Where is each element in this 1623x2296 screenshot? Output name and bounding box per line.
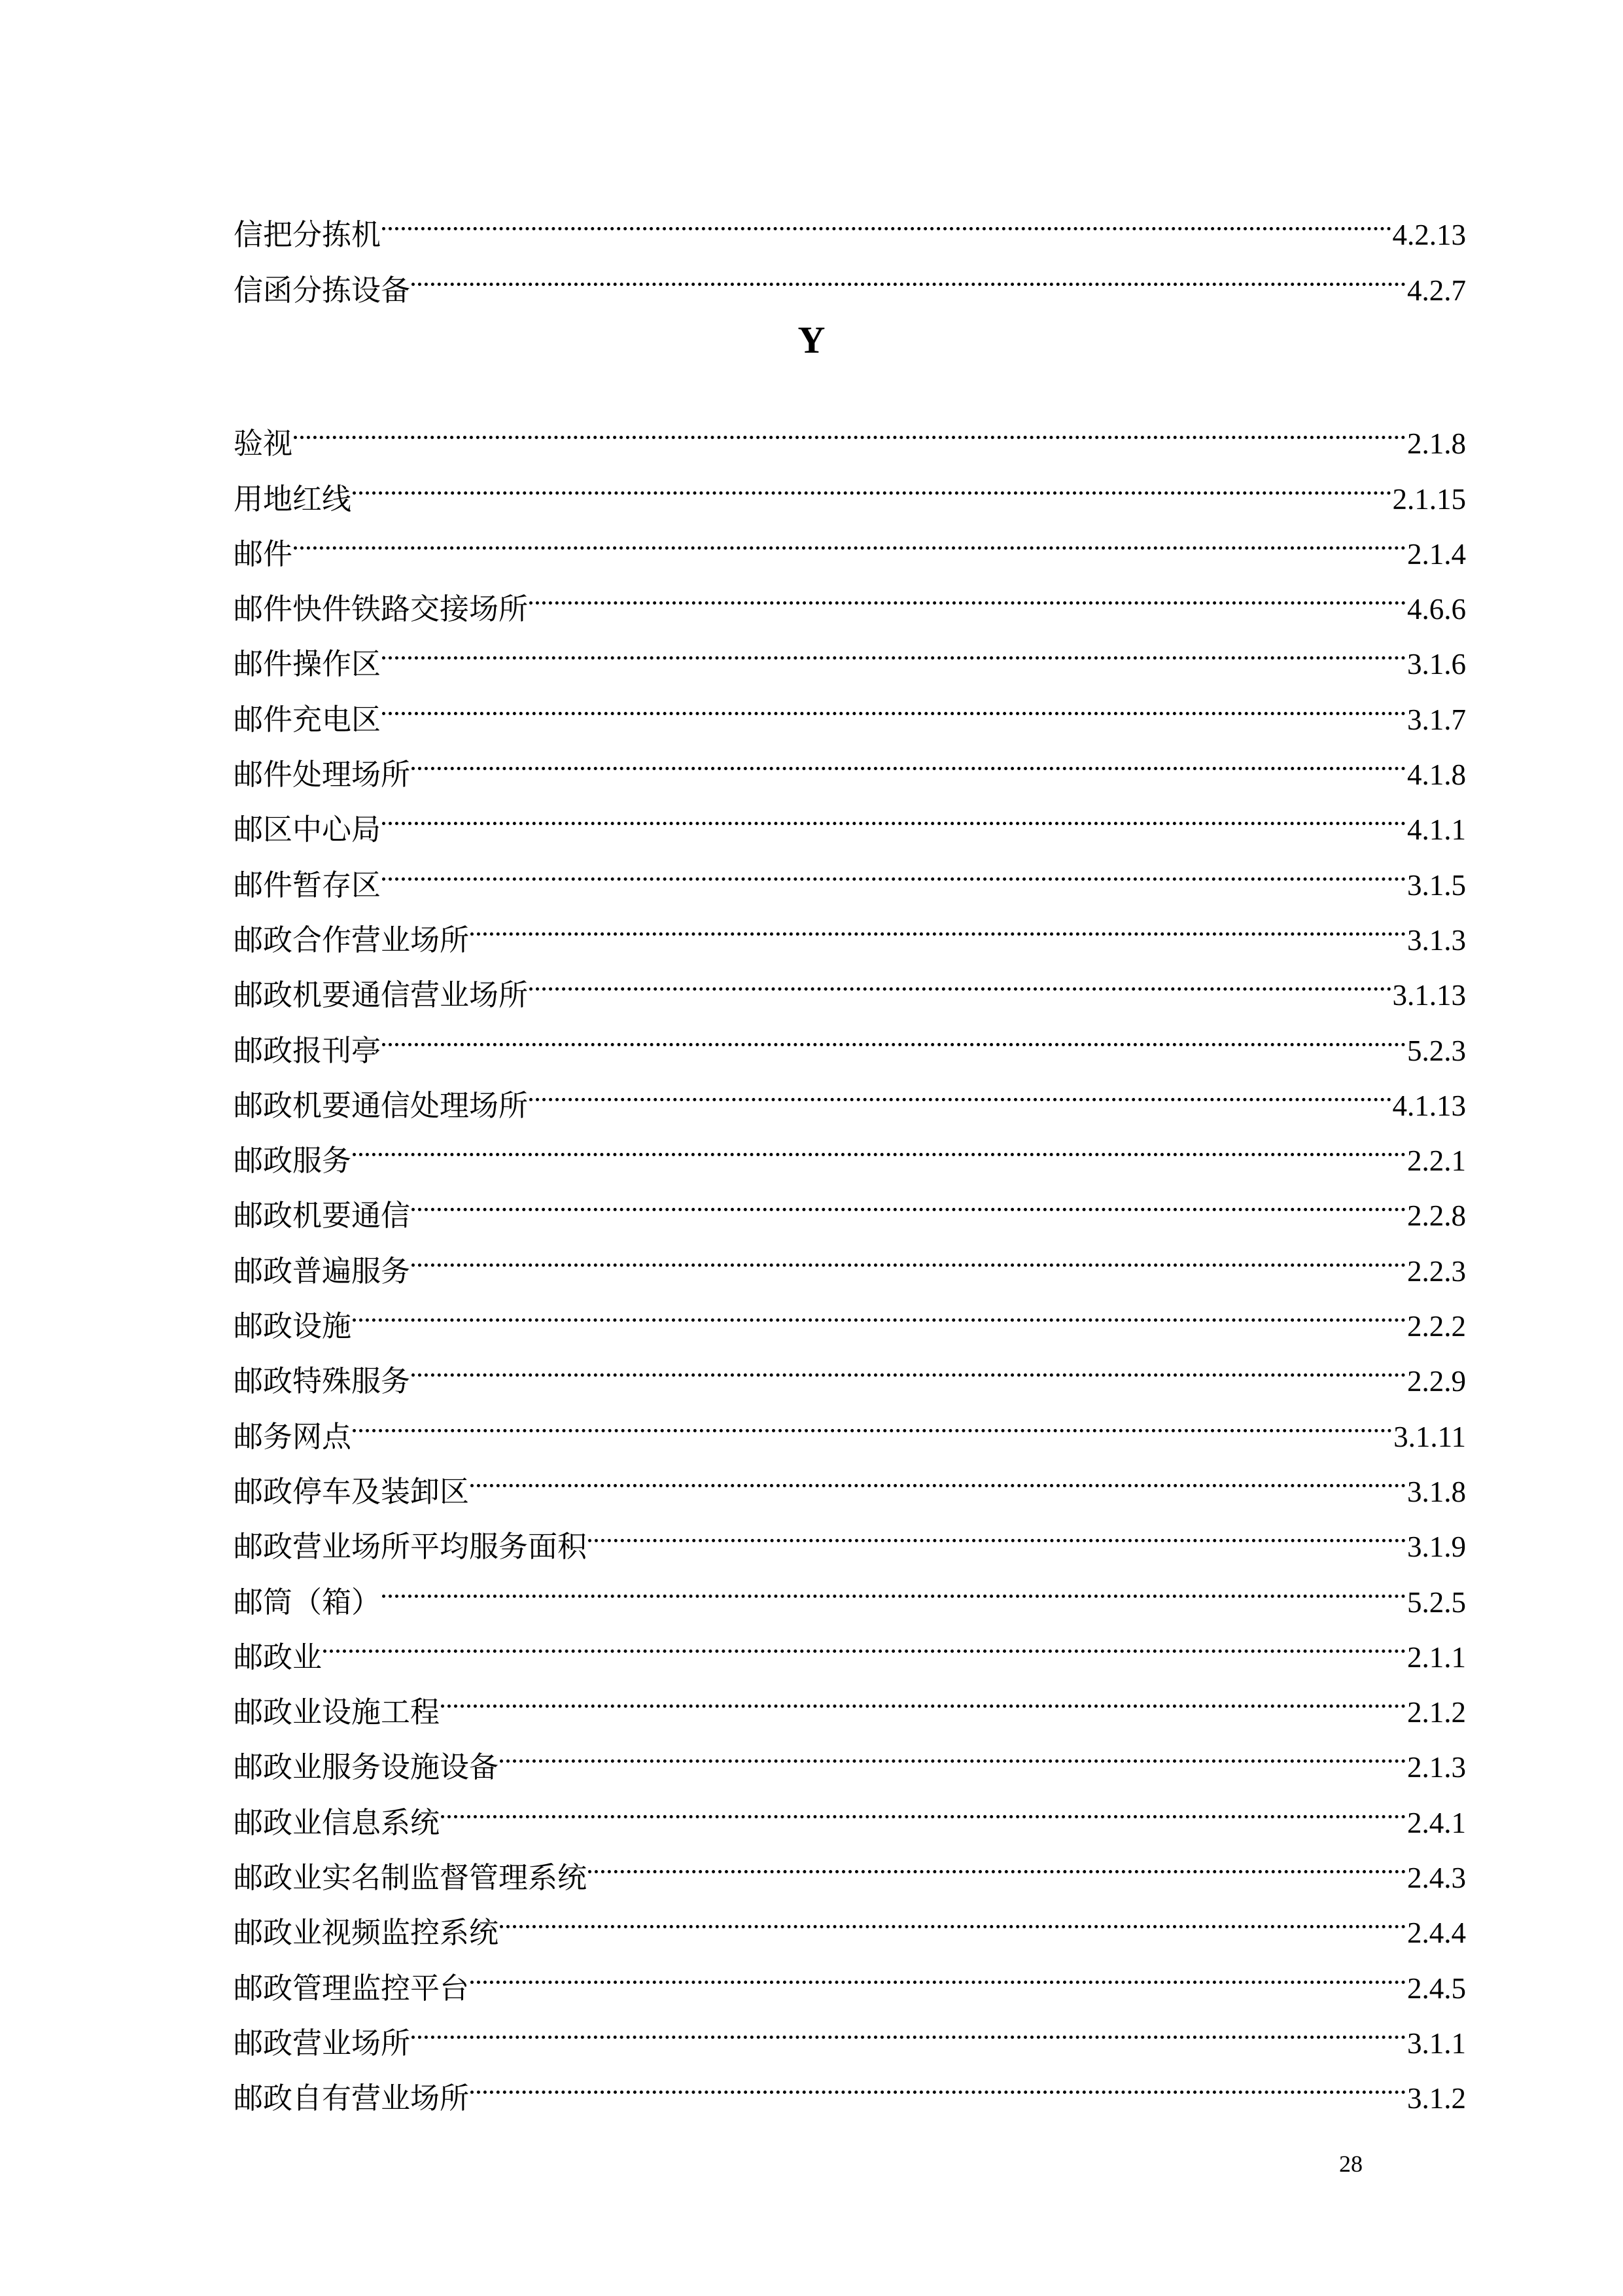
index-entry-ref: 2.1.1: [1407, 1640, 1466, 1674]
index-entry-term: 邮政业: [234, 1639, 323, 1674]
dot-leader: [353, 1281, 1406, 1336]
index-entry-term: 邮件: [234, 536, 293, 571]
index-entry-ref: 2.4.5: [1407, 1971, 1466, 2005]
index-entry-ref: 2.1.3: [1407, 1751, 1466, 1784]
index-entry-ref: 3.1.1: [1407, 2026, 1466, 2060]
index-entry: [234, 674, 1466, 737]
index-entry: [234, 509, 1466, 571]
dot-leader: [529, 1061, 1391, 1116]
dot-leader: [382, 674, 1406, 729]
index-entry-term: 邮件暂存区: [234, 867, 381, 902]
dot-leader: [411, 1171, 1406, 1226]
index-entry-term: 邮政业信息系统: [234, 1805, 440, 1840]
index-entry-term: 验视: [234, 426, 293, 461]
index-entry-term: 邮件充电区: [234, 701, 381, 737]
index-entry-ref: 3.1.11: [1393, 1420, 1466, 1453]
index-entry-term: 邮件快件铁路交接场所: [234, 592, 529, 627]
dot-leader: [588, 1502, 1406, 1557]
index-entry: [234, 1391, 1466, 1454]
index-entry-ref: 3.1.7: [1407, 703, 1466, 736]
index-entry: [234, 1998, 1466, 2060]
index-entry-term: 邮筒（箱）: [234, 1584, 381, 1619]
index-entry-term: 邮政业设施工程: [234, 1695, 440, 1730]
index-entry: [234, 453, 1466, 516]
dot-leader: [470, 895, 1406, 950]
dot-leader: [323, 1612, 1406, 1667]
index-entry-term: 邮政业实名制监督管理系统: [234, 1860, 587, 1896]
dot-leader: [294, 398, 1406, 453]
index-entry-term: 信把分拣机: [234, 217, 381, 253]
dot-leader: [294, 509, 1406, 564]
index-entry: [234, 1005, 1466, 1068]
index-entry-ref: 3.1.2: [1407, 2082, 1466, 2115]
dot-leader: [588, 1833, 1406, 1888]
index-entry-term: 邮政管理监控平台: [234, 1970, 470, 2005]
index-entry: [234, 1116, 1466, 1178]
dot-leader: [382, 1557, 1406, 1612]
index-entry-term: 邮政营业场所平均服务面积: [234, 1529, 587, 1564]
index-entry-ref: 2.1.2: [1407, 1696, 1466, 1729]
dot-leader: [411, 730, 1406, 785]
dot-leader: [441, 1777, 1406, 1832]
index-entry: [234, 190, 1466, 253]
index-entry-term: 邮政服务: [234, 1143, 352, 1178]
page-number: 28: [1339, 2151, 1363, 2177]
index-entries-y: [234, 398, 1466, 2116]
section-letter-heading: Y: [797, 319, 826, 361]
index-entry: [234, 619, 1466, 682]
index-entry-ref: 3.1.8: [1407, 1475, 1466, 1508]
index-entry-term: 邮政机要通信处理场所: [234, 1087, 529, 1123]
index-entry-term: 用地红线: [234, 481, 352, 516]
index-entry: [234, 1281, 1466, 1344]
dot-leader: [470, 1447, 1406, 1502]
index-entry-ref: 2.2.8: [1407, 1199, 1466, 1233]
index-entry-ref: 2.2.3: [1407, 1254, 1466, 1288]
dot-leader: [500, 1722, 1406, 1777]
dot-leader: [411, 1998, 1406, 2053]
index-entries-top: [234, 190, 1466, 308]
dot-leader: [353, 1391, 1392, 1446]
index-entry-ref: 3.1.6: [1407, 648, 1466, 681]
index-entry: [234, 895, 1466, 957]
index-entry-term: 邮政业视频监控系统: [234, 1915, 499, 1951]
index-entry-term: 邮件处理场所: [234, 757, 411, 792]
index-entry-term: 邮政报刊亭: [234, 1033, 381, 1068]
index-entry-term: 邮政停车及装卸区: [234, 1474, 470, 1509]
index-entry-ref: 3.1.9: [1407, 1530, 1466, 1564]
dot-leader: [353, 453, 1391, 508]
index-entry-term: 邮政设施: [234, 1309, 352, 1344]
index-entry-term: 邮政普遍服务: [234, 1253, 411, 1288]
index-entry-ref: 5.2.5: [1407, 1585, 1466, 1619]
index-entry-term: 信函分拣设备: [234, 272, 411, 308]
index-entry-ref: 2.2.2: [1407, 1310, 1466, 1343]
dot-leader: [500, 1888, 1406, 1943]
index-entry-ref: 2.2.1: [1407, 1144, 1466, 1178]
dot-leader: [382, 785, 1406, 839]
dot-leader: [470, 1943, 1406, 1998]
dot-leader: [382, 619, 1406, 674]
dot-leader: [411, 245, 1406, 300]
index-entry: [234, 1226, 1466, 1288]
dot-leader: [353, 1116, 1406, 1171]
index-entry: [234, 1061, 1466, 1123]
index-entry-term: 邮政特殊服务: [234, 1364, 411, 1399]
index-entry-ref: 2.1.8: [1407, 427, 1466, 461]
index-entry: [234, 1557, 1466, 1619]
index-entry-term: 邮政合作营业场所: [234, 922, 470, 957]
index-entry: [234, 1447, 1466, 1509]
index-entry-term: 邮件操作区: [234, 646, 381, 682]
index-entry-ref: 3.1.13: [1392, 979, 1466, 1012]
index-entry-ref: 4.2.13: [1392, 219, 1466, 252]
dot-leader: [470, 2053, 1406, 2108]
index-entry: [234, 564, 1466, 627]
index-entry-term: 邮政业服务设施设备: [234, 1750, 499, 1785]
index-entry: [234, 1171, 1466, 1233]
dot-leader: [529, 564, 1406, 619]
index-entry-ref: 2.2.9: [1407, 1365, 1466, 1398]
index-entry-term: 邮政机要通信: [234, 1198, 411, 1233]
index-entry-ref: 5.2.3: [1407, 1034, 1466, 1067]
index-entry: [234, 2053, 1466, 2116]
index-entry: [234, 1336, 1466, 1399]
index-entry-ref: 2.4.1: [1407, 1806, 1466, 1839]
dot-leader: [382, 839, 1406, 894]
dot-leader: [441, 1667, 1406, 1722]
index-entry: [234, 1612, 1466, 1674]
index-entry: [234, 785, 1466, 847]
index-entry-ref: 4.2.7: [1407, 274, 1466, 307]
index-entry: [234, 1667, 1466, 1730]
index-entry-ref: 4.6.6: [1407, 593, 1466, 626]
dot-leader: [529, 950, 1391, 1005]
dot-leader: [411, 1336, 1406, 1391]
index-entry-term: 邮政自有营业场所: [234, 2081, 470, 2116]
index-entry-ref: 3.1.3: [1407, 923, 1466, 957]
index-entry: [234, 398, 1466, 461]
index-entry-term: 邮政营业场所: [234, 2025, 411, 2060]
index-entry: [234, 839, 1466, 902]
index-entry: [234, 245, 1466, 308]
index-entry-ref: 2.1.4: [1407, 537, 1466, 571]
index-entry-ref: 4.1.1: [1407, 813, 1466, 847]
dot-leader: [382, 1005, 1406, 1060]
dot-leader: [382, 190, 1391, 245]
index-entry-term: 邮务网点: [234, 1419, 352, 1454]
index-entry-ref: 3.1.5: [1407, 868, 1466, 902]
index-entry-ref: 4.1.8: [1407, 758, 1466, 792]
index-entry: [234, 730, 1466, 792]
dot-leader: [411, 1226, 1406, 1280]
index-entry-term: 邮政机要通信营业场所: [234, 978, 529, 1013]
index-entry-ref: 2.4.4: [1407, 1916, 1466, 1950]
index-entry-term: 邮区中心局: [234, 812, 381, 847]
index-entry-ref: 2.1.15: [1392, 482, 1466, 516]
index-entry-ref: 4.1.13: [1392, 1089, 1466, 1122]
index-entry-ref: 2.4.3: [1407, 1862, 1466, 1895]
